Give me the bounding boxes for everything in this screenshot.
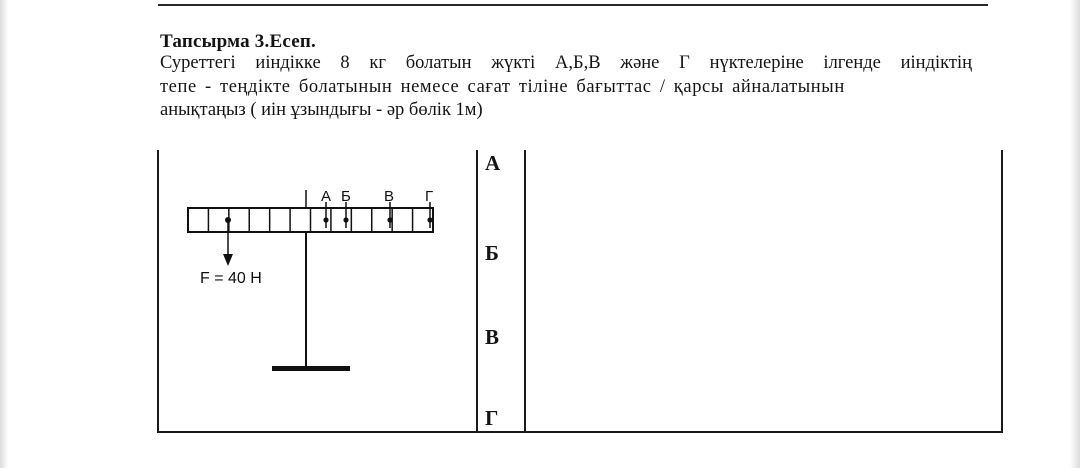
point-a-label: А [321, 188, 332, 205]
table-column-divider-2 [524, 150, 526, 433]
option-d-label: Г [485, 406, 499, 430]
force-arrow-head [223, 254, 233, 266]
table-border-right [1001, 150, 1003, 433]
option-c-label: В [485, 325, 500, 349]
table-column-divider-1 [476, 150, 478, 433]
lever-segment-dividers [208, 208, 412, 232]
page-edge-shadow-left [0, 0, 8, 468]
force-label: F = 40 Н [200, 270, 262, 287]
table-border-left [157, 150, 159, 433]
table-border-bottom [157, 431, 1003, 433]
task-text-line-1: Суреттегі иіндікке 8 кг болатын жүкті А,Б,В және Г нүктелеріне ілгенде иіндіктің [160, 53, 972, 73]
task-text [160, 52, 972, 123]
point-c-label: В [384, 188, 395, 205]
point-b-label: Б [341, 188, 351, 205]
task-text-line-2: тепе - теңдікте болатынын немесе сағат тіліне бағыттас / қарсы айналатынын [160, 76, 845, 97]
task-title: Тапсырма 3.Есеп. [160, 31, 316, 52]
support-base [272, 366, 350, 371]
option-a-label: А [485, 151, 501, 175]
page-edge-shadow-right [1070, 0, 1080, 468]
lever-diagram [180, 180, 460, 380]
option-b-label: Б [485, 241, 499, 265]
task-text-line-3: анықтаңыз ( иін ұзындығы - әр бөлік 1м) [160, 100, 483, 120]
point-d-label: Г [425, 188, 434, 205]
top-rule [158, 4, 988, 6]
